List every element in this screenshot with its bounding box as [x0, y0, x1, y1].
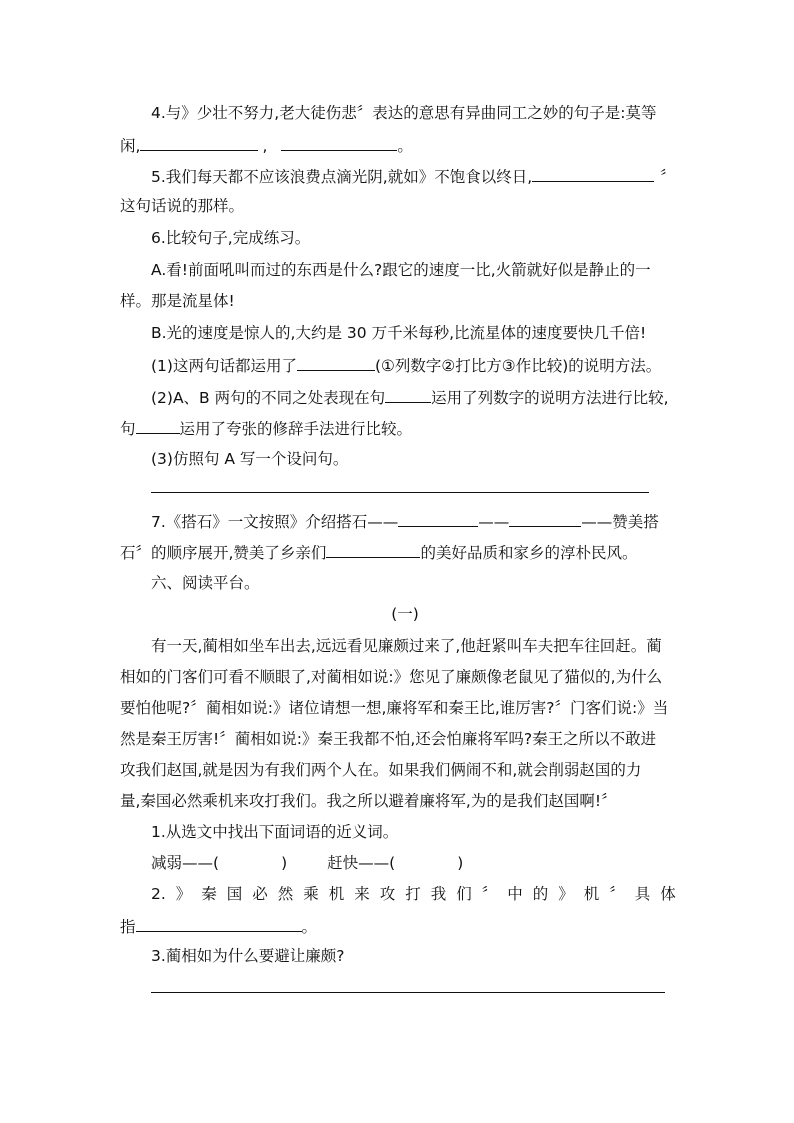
q4-line-1: 4.与》少壮不努力,老大徒伤悲〞表达的意思有异曲同工之妙的句子是:莫等 [151, 104, 657, 122]
q7-line-1: 7.《搭石》一文按照》介绍搭石—— —— ——赞美搭 [151, 510, 676, 532]
reading-q2-blank[interactable] [136, 915, 302, 932]
reading-q3-title: 3.蔺相如为什么要避让廉颇? [151, 947, 345, 965]
q6-sub2-blank-2[interactable] [136, 417, 180, 434]
q6-sub-2-line-2: 句 运用了夸张的修辞手法进行比较。 [120, 417, 676, 439]
passage-line-6: 量,秦国必然乘机来攻打我们。我之所以避着廉将军,为的是我们赵国啊!〞 [120, 792, 617, 810]
q7-blank-1[interactable] [398, 510, 478, 527]
q6-sub2-blank-1[interactable] [385, 386, 431, 403]
section-heading: 六、阅读平台。 [151, 574, 260, 592]
q4-blank-1[interactable] [140, 134, 258, 151]
reading-q2-line-1: 2. 》 秦 国 必 然 乘 机 来 攻 打 我 们 〞 中 的 》 机 〞 具 体 [151, 885, 676, 903]
q7-blank-3[interactable] [326, 541, 420, 558]
reading-q2-line-2: 指 。 [120, 915, 676, 937]
passage-line-2: 相如的门客们可看不顺眼了,对蔺相如说:》您见了廉颇像老鼠见了猫似的,为什么 [120, 668, 663, 686]
q6-sentence-a-2: 样。那是流星体! [120, 292, 235, 310]
q6-answer-line[interactable] [151, 492, 649, 493]
q7-line-2: 石〞的顺序展开,赞美了乡亲们 的美好品质和家乡的淳朴民风。 [120, 541, 676, 563]
q5-blank[interactable] [532, 165, 654, 182]
passage-line-5: 攻我们赵国,就是因为有我们两个人在。如果我们俩闹不和,就会削弱赵国的力 [120, 761, 642, 779]
q4-line-2: 闲, , 。 [120, 134, 676, 156]
q6-sub-1: (1)这两句话都运用了 (①列数字②打比方③作比较)的说明方法。 [151, 354, 676, 376]
q6-sentence-b: B.光的速度是惊人的,大约是 30 万千米每秒,比流星体的速度要快几千倍! [151, 324, 647, 342]
q6-sub1-blank[interactable] [297, 354, 375, 371]
passage-line-4: 然是秦王厉害!〞蔺相如说:》秦王我都不怕,还会怕廉将军吗?秦王之所以不敢进 [120, 730, 657, 748]
q6-title: 6.比较句子,完成练习。 [151, 229, 311, 247]
reading-q1-words: 减弱——( ) 赶快——( ) [151, 854, 464, 872]
passage-line-1: 有一天,蔺相如坐车出去,远远看见廉颇过来了,他赶紧叫车夫把车往回赶。蔺 [151, 637, 662, 655]
reading-q1-title: 1.从选文中找出下面词语的近义词。 [151, 823, 399, 841]
reading-q3-answer-line[interactable] [151, 992, 665, 993]
reading-heading: (一) [391, 605, 419, 623]
q5-line-2: 这句话说的那样。 [120, 197, 245, 215]
q6-sub-3: (3)仿照句 A 写一个设问句。 [151, 450, 349, 468]
q4-blank-2[interactable] [281, 134, 397, 151]
q6-sub-2-line-1: (2)A、B 两句的不同之处表现在句 运用了列数字的说明方法进行比较, [151, 386, 676, 408]
q7-blank-2[interactable] [509, 510, 581, 527]
passage-line-3: 要怕他呢?〞蔺相如说:》诸位请想一想,廉将军和秦王比,谁厉害?〞门客们说:》当 [120, 699, 669, 717]
q5-line-1: 5.我们每天都不应该浪费点滴光阴,就如》不饱食以终日, 〞 [151, 165, 676, 187]
q6-sentence-a-1: A.看!前面吼叫而过的东西是什么?跟它的速度一比,火箭就好似是静止的一 [151, 261, 651, 279]
